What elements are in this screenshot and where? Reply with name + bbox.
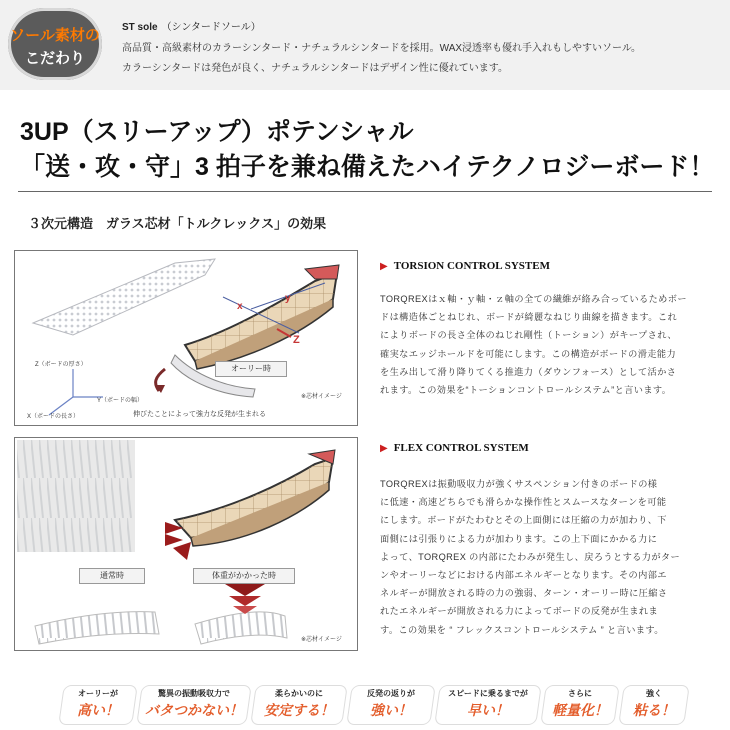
weight-label: 体重がかかった時 [193, 568, 295, 584]
torsion-caption: 伸びたことによって強力な反発が生まれる [133, 411, 266, 418]
flex-line: ンやオーリーなどにおける内部エネルギーとなります。その内部エ [380, 570, 667, 581]
flex-title-text: FLEX CONTROL SYSTEM [393, 442, 529, 454]
feature-item [254, 680, 344, 730]
torsion-figure [14, 250, 358, 426]
feature-item [62, 680, 134, 730]
headline-1: 3UP（スリーアップ）ポテンシャル [20, 118, 414, 146]
tag-x: x [237, 301, 243, 312]
badge-line2: こだわり [24, 50, 85, 67]
st-sole-desc-2: カラーシンタードは発色が良く、ナチュラルシンタードはデザイン性に優れています。 [122, 63, 508, 74]
flex-line: TORQREXは振動吸収力が強くサスペンション付きのボードの様 [380, 479, 658, 489]
feature-item [140, 680, 248, 730]
feature-top: 驚異の振動吸収力で [158, 689, 230, 698]
flex-body [380, 475, 718, 639]
flex-line: に低速・高速どちらでも滑らかな操作性とスムースなターンを可能 [380, 497, 667, 508]
core-image-note-1: ※芯材イメージ [301, 394, 342, 400]
badge-line1: ソール素材の [10, 27, 100, 44]
feature-bottom: 粘る！ [633, 702, 675, 718]
axis-x-label: X（ボードの長さ） [27, 414, 80, 420]
feature-top: オーリーが [78, 689, 118, 698]
triangle-icon: ▶ [380, 261, 388, 272]
axis-y-label: Y（ボードの幅） [97, 398, 144, 404]
torsion-title-text: TORSION CONTROL SYSTEM [393, 260, 550, 272]
st-sole-subtitle: （シンタードソール） [161, 22, 261, 33]
st-sole-title-text: ST sole [122, 22, 158, 33]
core-image-note-2: ※芯材イメージ [301, 637, 342, 643]
feature-bottom: 安定する！ [264, 702, 334, 718]
feature-bottom: 早い！ [467, 702, 509, 718]
tag-y: y [285, 293, 291, 304]
torsion-line: によりボードの長さ全体のねじれ剛性（トーション）がキープされ、 [380, 330, 677, 341]
flex-figure [14, 437, 358, 651]
torsion-title [380, 260, 550, 272]
feature-bottom: 高い！ [77, 702, 119, 718]
feature-top: 反発の返りが [367, 689, 415, 698]
feature-bottom: 強い！ [370, 702, 412, 718]
feature-top: スピードに乗るまでが [448, 689, 528, 698]
feature-top: さらに [568, 689, 592, 698]
torsion-line: れます。この効果を“トーションコントロールシステム”と言います。 [380, 385, 672, 396]
feature-top: 強く [646, 689, 662, 698]
flex-line: れたエネルギーが開放される力によってボードの反発が生まれま [380, 606, 659, 617]
feature-top: 柔らかいのに [275, 689, 323, 698]
flex-line: にします。ボードがたわむとその上面側には圧縮の力が加わり、下 [380, 515, 667, 526]
flex-line: ネルギーが開放される時の力の強弱、ターン・オーリー時に圧縮さ [380, 588, 668, 599]
feature-item [438, 680, 538, 730]
flex-line: す。この効果を “ フレックスコントロールシステム ” と言います。 [380, 624, 664, 635]
torsion-line: TORQREXはｘ軸・ｙ軸・ｚ軸の全ての繊維が絡み合っているためボー [380, 294, 687, 304]
badge-sole-material [8, 8, 102, 80]
torsion-line: 確実なエッジホールドを可能にします。この構造がボードの滑走能力 [380, 348, 677, 359]
headline-2: 「送・攻・守」3 拍子を兼ね備えたハイテクノロジーボード！ [20, 153, 715, 181]
flex-illustration [15, 438, 357, 650]
flex-line: よって、TORQREX の内部にたわみが発生し、戻ろうとする力がター [380, 551, 681, 562]
axis-z-label: Z（ボードの厚さ） [35, 362, 87, 368]
feature-item [544, 680, 616, 730]
feature-bottom: 軽量化！ [552, 702, 608, 718]
section-title: ３次元構造 ガラス芯材「トルクレックス」の効果 [28, 216, 327, 231]
st-sole-title [122, 18, 261, 33]
feature-strip [0, 680, 730, 730]
torsion-line: を生み出して滑り降りてくる推進力（ダウンフォース）として活かさ [380, 366, 677, 377]
torsion-body [380, 290, 718, 399]
feature-item [622, 680, 686, 730]
flex-line: 面側には引張りによる力が加わります。この上下面にかかる力に [380, 533, 658, 544]
torsion-line: ドは構造体ごとねじれ、ボードが綺麗なねじり曲線を描きます。これ [380, 312, 678, 323]
tag-z: Z [293, 334, 300, 346]
feature-item [350, 680, 432, 730]
divider [18, 191, 712, 192]
flex-title [380, 442, 529, 454]
triangle-icon: ▶ [380, 443, 388, 454]
ollie-label: オーリー時 [215, 361, 287, 377]
normal-label: 通常時 [79, 568, 145, 584]
feature-bottom: バタつかない！ [145, 702, 243, 718]
st-sole-desc-1: 高品質・高級素材のカラーシンタード・ナチュラルシンタードを採用。WAX浸透率も優れ手入れもしやすいソール。 [122, 43, 642, 54]
